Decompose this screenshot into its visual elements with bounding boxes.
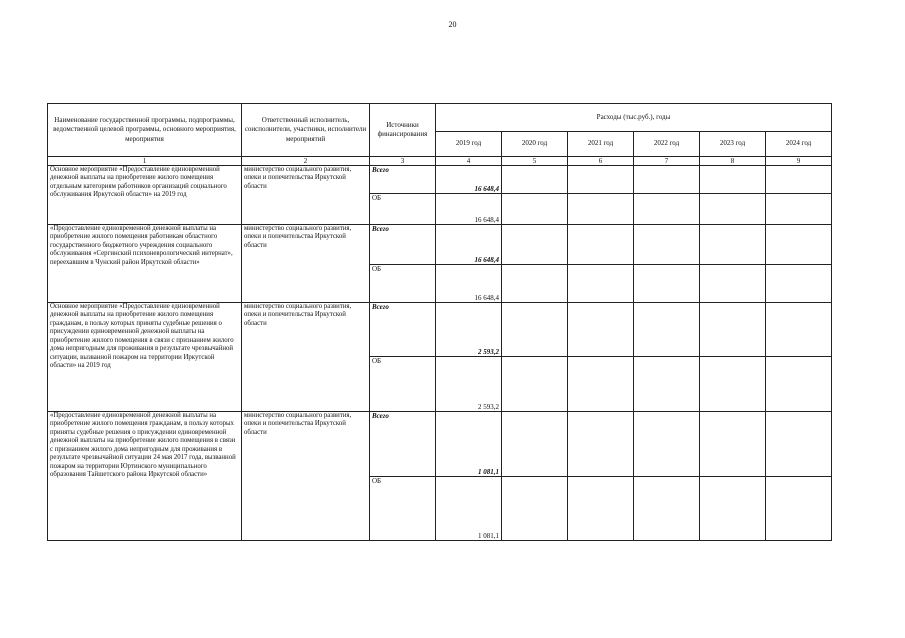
activity-name: Основное мероприятие «Предоставление единовременной денежной выплаты на приобретение жилого помещения отдельным категориям работников организаций социального обслуживания Иркутской области» на 2019 год: [48, 166, 242, 225]
value-ob-2019: 16 648,4: [436, 194, 502, 225]
value-total-2019: 16 648,4: [436, 166, 502, 194]
header-responsible: Ответственный исполнитель, соисполнители, участники, исполнители мероприятий: [242, 104, 370, 157]
header-year: 2019 год: [436, 132, 502, 157]
column-index: 2: [242, 157, 370, 166]
source-total: Всего: [370, 412, 436, 477]
responsible-party: министерство социального развития, опеки и попечительства Иркутской области: [242, 166, 370, 225]
source-ob: ОБ: [370, 357, 436, 412]
table-row: [48, 166, 832, 194]
column-index: 4: [436, 157, 502, 166]
table-row: [48, 303, 832, 357]
column-index-row: [48, 157, 832, 166]
value-ob-2019: 1 081,1: [436, 477, 502, 541]
header-year: 2022 год: [634, 132, 700, 157]
budget-table: [47, 103, 832, 541]
source-total: Всего: [370, 166, 436, 194]
header-name: Наименование государственной программы, подпрограммы, ведомственной целевой программы, основного мероприятия, мероприятия: [48, 104, 242, 157]
responsible-party: министерство социального развития, опеки и попечительства Иркутской области: [242, 225, 370, 303]
activity-name: Основное мероприятие «Предоставление единовременной денежной выплаты на приобретение жилого помещения гражданам, в пользу которых приняты судебные решения о присуждении единовременной денежной выплаты на приобретение жилого помещения в связи с признанием жилого дома непригодным для проживания в результате чрезвычайной ситуации, вызванной пожаром на территории Иркутской области» на 2019 год: [48, 303, 242, 412]
source-total: Всего: [370, 303, 436, 357]
header-source: Источники финансирования: [370, 104, 436, 157]
value-total-2019: 1 081,1: [436, 412, 502, 477]
column-index: 3: [370, 157, 436, 166]
responsible-party: министерство социального развития, опеки и попечительства Иркутской области: [242, 412, 370, 541]
page-number: 20: [448, 20, 457, 29]
responsible-party: министерство социального развития, опеки и попечительства Иркутской области: [242, 303, 370, 412]
budget-table-wrapper: [47, 103, 832, 541]
column-index: 6: [568, 157, 634, 166]
header-year: 2021 год: [568, 132, 634, 157]
activity-name: «Предоставление единовременной денежной выплаты на приобретение жилого помещения гражданам, в пользу которых приняты судебные решения о присуждении единовременной денежной выплаты на приобретение жилого помещения в связи с признанием жилого дома непригодным для проживания в результате чрезвычайной ситуации 24 мая 2017 года, вызванной пожаром на территории Юртинского муниципального образования Тайшетского района Иркутской области»: [48, 412, 242, 541]
source-total: Всего: [370, 225, 436, 265]
column-index: 7: [634, 157, 700, 166]
column-index: 9: [766, 157, 832, 166]
column-index: 1: [48, 157, 242, 166]
header-year: 2024 год: [766, 132, 832, 157]
value-total-2019: 2 593,2: [436, 303, 502, 357]
source-ob: ОБ: [370, 477, 436, 541]
column-index: 5: [502, 157, 568, 166]
table-row: [48, 225, 832, 265]
source-ob: ОБ: [370, 265, 436, 303]
table-row: [48, 412, 832, 477]
value-ob-2019: 2 593,2: [436, 357, 502, 412]
column-index: 8: [700, 157, 766, 166]
activity-name: «Предоставление единовременной денежной выплаты на приобретение жилого помещения работникам областного государственного бюджетного учреждения социального обслуживания «Сергинский психоневрологический интернат», переехавшим в Чунский район Иркутской области»: [48, 225, 242, 303]
value-ob-2019: 16 648,4: [436, 265, 502, 303]
value-total-2019: 16 648,4: [436, 225, 502, 265]
header-year: 2020 год: [502, 132, 568, 157]
source-ob: ОБ: [370, 194, 436, 225]
header-year: 2023 год: [700, 132, 766, 157]
header-expenses: Расходы (тыс.руб.), годы: [436, 104, 832, 132]
